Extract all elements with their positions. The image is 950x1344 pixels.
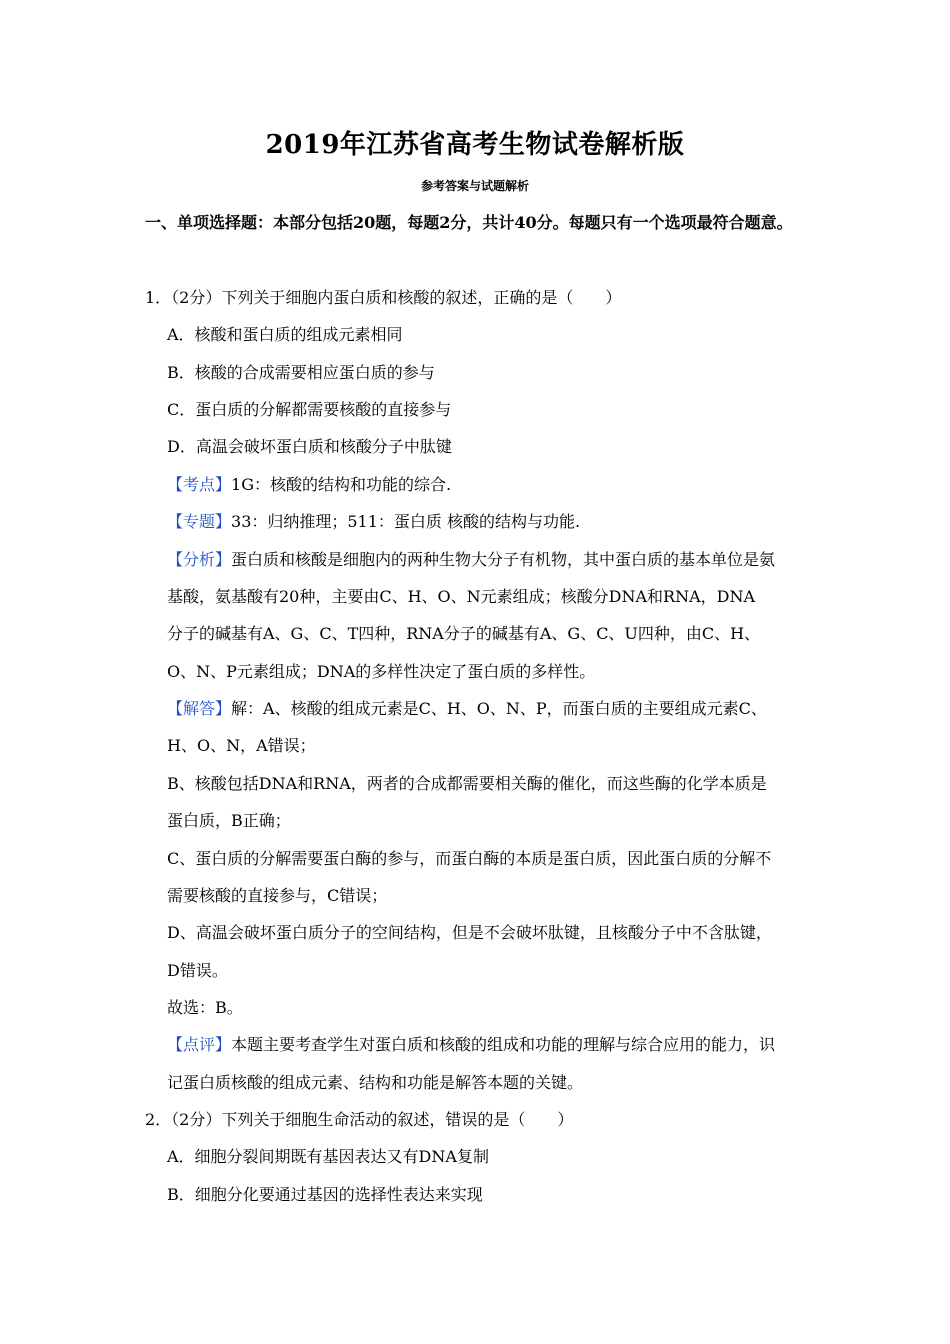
section-header: 一、单项选择题：本部分包括20题，每题2分，共计40分。每题只有一个选项最符合题意。 (145, 213, 793, 232)
zhuanti-line (167, 509, 580, 532)
jieda-tag: 【解答】 (167, 699, 232, 718)
question-1-stem: 1．（2分）下列关于细胞内蛋白质和核酸的叙述，正确的是（ ） (145, 288, 622, 307)
jieda-text-line: H、O、N，A错误； (167, 736, 316, 755)
dianping-line (167, 1032, 775, 1055)
jieda-text-line: D、高温会破坏蛋白质分子的空间结构，但是不会破坏肽键，且核酸分子中不含肽键， (167, 923, 772, 942)
jieda-text-line: D错误。 (167, 961, 228, 980)
question-2-stem: 2．（2分）下列关于细胞生命活动的叙述，错误的是（ ） (145, 1110, 574, 1129)
fenxi-text: 蛋白质和核酸是细胞内的两种生物大分子有机物，其中蛋白质的基本单位是氨 (231, 550, 776, 569)
question-2-option-a: A．细胞分裂间期既有基因表达又有DNA复制 (167, 1147, 489, 1166)
fenxi-text-line: 基酸，氨基酸有20种，主要由C、H、O、N元素组成；核酸分DNA和RNA，DNA (167, 587, 756, 606)
question-1-option-a: A．核酸和蛋白质的组成元素相同 (167, 325, 403, 344)
dianping-text: 本题主要考查学生对蛋白质和核酸的组成和功能的理解与综合应用的能力，识 (231, 1035, 776, 1054)
question-1-option-c: C．蛋白质的分解都需要核酸的直接参与 (167, 400, 452, 419)
fenxi-text-line: O、N、P元素组成；DNA的多样性决定了蛋白质的多样性。 (167, 662, 596, 681)
document-subtitle: 参考答案与试题解析 (420, 179, 529, 193)
kaodian-text: 1G：核酸的结构和功能的综合. (231, 475, 452, 494)
question-2-option-b: B．细胞分化要通过基因的选择性表达来实现 (167, 1185, 483, 1204)
jieda-text-line: B、核酸包括DNA和RNA，两者的合成都需要相关酶的催化，而这些酶的化学本质是 (167, 774, 767, 793)
document-title: 2019年江苏省高考生物试卷解析版 (265, 130, 685, 160)
question-1-option-b: B．核酸的合成需要相应蛋白质的参与 (167, 363, 435, 382)
jieda-line (167, 696, 767, 719)
jieda-text-line: C、蛋白质的分解需要蛋白酶的参与，而蛋白酶的本质是蛋白质，因此蛋白质的分解不 (167, 849, 772, 868)
zhuanti-tag: 【专题】 (167, 512, 232, 531)
jieda-text-line: 蛋白质，B正确； (167, 811, 291, 830)
jieda-text-line: 需要核酸的直接参与，C错误； (167, 886, 388, 905)
jieda-text: 解：A、核酸的组成元素是C、H、O、N、P，而蛋白质的主要组成元素C、 (231, 699, 767, 718)
kaodian-line (167, 472, 451, 495)
dianping-tag: 【点评】 (167, 1035, 232, 1054)
kaodian-tag: 【考点】 (167, 475, 232, 494)
answer-choice: 故选：B。 (167, 998, 243, 1017)
question-1-option-d: D．高温会破坏蛋白质和核酸分子中肽键 (167, 437, 452, 456)
dianping-text-line: 记蛋白质核酸的组成元素、结构和功能是解答本题的关键。 (167, 1073, 584, 1092)
fenxi-text-line: 分子的碱基有A、G、C、T四种，RNA分子的碱基有A、G、C、U四种，由C、H、 (167, 624, 761, 643)
zhuanti-text: 33：归纳推理；511：蛋白质 核酸的结构与功能. (231, 512, 581, 531)
fenxi-line (167, 547, 775, 570)
fenxi-tag: 【分析】 (167, 550, 232, 569)
